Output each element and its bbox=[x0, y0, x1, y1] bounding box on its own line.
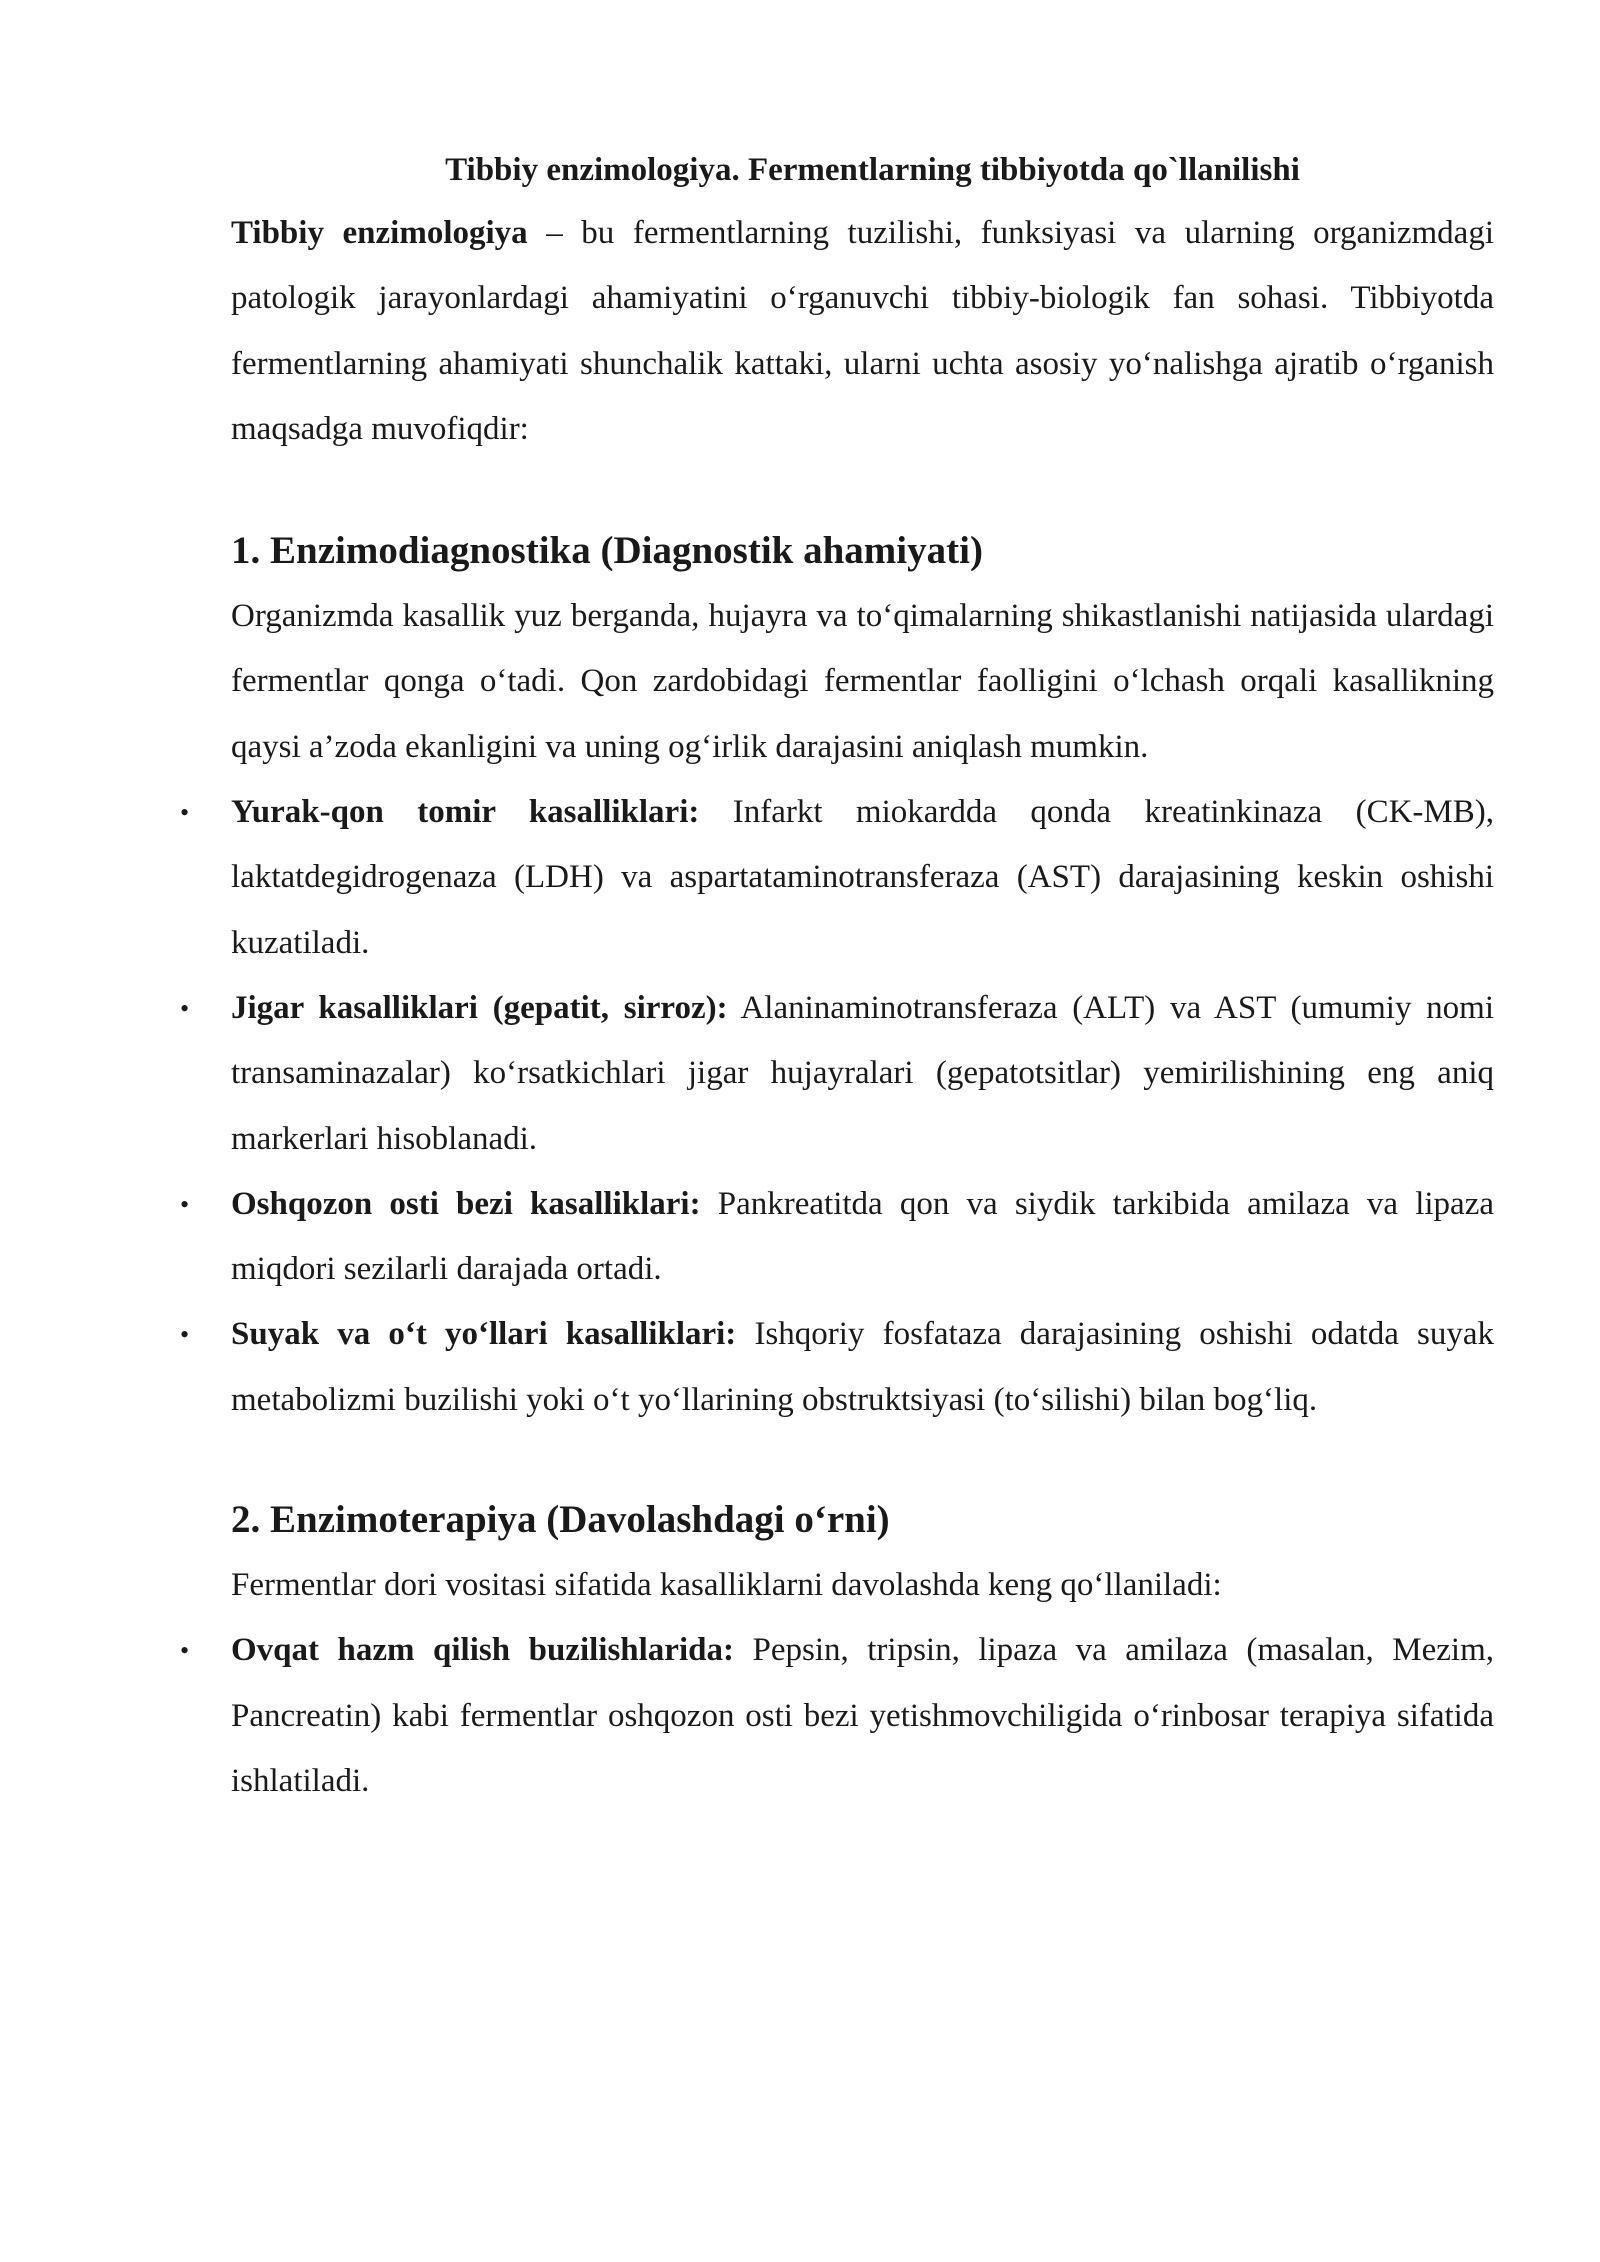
list-item-term: Oshqozon osti bezi kasalliklari: bbox=[231, 1185, 701, 1222]
list-item-text: Alaninaminotransferaza (ALT) va AST (umumiy nomi transaminazalar) ko‘rsatkichlari jigar hujayralari (gepatotsitlar) yemirilishining eng aniq markerlari hisoblanadi. bbox=[231, 989, 1494, 1157]
document-title: Tibbiy enzimologiya. Fermentlarning tibbiyotda qo`llanilishi bbox=[445, 152, 1300, 188]
list-item bbox=[180, 780, 1494, 976]
section-intro-diagnostics: Organizmda kasallik yuz berganda, hujayra va to‘qimalarning shikastlanishi natijasida ulardagi fermentlar qonga o‘tadi. Qon zardobidagi fermentlar faolligini o‘lchash orqali kasallikning qaysi a’zoda ekanligini va uning og‘irlik darajasini aniqlash mumkin. bbox=[231, 598, 1494, 765]
bullet-glyph: • bbox=[180, 1320, 190, 1350]
list-item-term: Ovqat hazm qilish buzilishlarida: bbox=[231, 1632, 734, 1669]
list-item bbox=[180, 1618, 1494, 1814]
intro-paragraph bbox=[231, 201, 1494, 462]
bullet-glyph: • bbox=[180, 1636, 190, 1666]
intro-text: – bu fermentlarning tuzilishi, funksiyasi va ularning organizmdagi patologik jarayonlardagi ahamiyatini o‘rganuvchi tibbiy-biologik fan sohasi. Tibbiyotda fermentlarning ahamiyati shunchalik kattaki, ularni uchta asosiy yo‘nalishga ajratib o‘rganish maqsadga muvofiqdir: bbox=[231, 215, 1494, 447]
section-heading-therapy: 2. Enzimoterapiya (Davolashdagi o‘rni) bbox=[231, 1498, 890, 1542]
list-item-term: Yurak-qon tomir kasalliklari: bbox=[231, 794, 700, 831]
intro-term: Tibbiy enzimologiya bbox=[231, 215, 528, 251]
bullet-glyph: • bbox=[180, 993, 190, 1023]
list-item-text: Pepsin, tripsin, lipaza va amilaza (masalan, Mezim, Pancreatin) kabi fermentlar oshqozon osti bezi yetishmovchiligida o‘rinbosar terapiya sifatida ishlatiladi. bbox=[231, 1632, 1494, 1799]
list-item bbox=[180, 1302, 1494, 1433]
list-item-term: Jigar kasalliklari (gepatit, sirroz): bbox=[231, 989, 728, 1026]
document-page bbox=[180, 150, 1494, 1814]
list-item-text: Infarkt miokardda qonda kreatinkinaza (CK-MB), laktatdegidrogenaza (LDH) va aspartataminotransferaza (AST) darajasining keskin oshishi kuzatiladi. bbox=[231, 794, 1494, 961]
therapy-list bbox=[180, 1618, 1494, 1814]
list-item-text: Ishqoriy fosfataza darajasining oshishi odatda suyak metabolizmi buzilishi yoki o‘t yo‘llarining obstruktsiyasi (to‘silishi) bilan bog‘liq. bbox=[231, 1316, 1494, 1418]
list-item bbox=[180, 1172, 1494, 1303]
list-item-term: Suyak va o‘t yo‘llari kasalliklari: bbox=[231, 1316, 737, 1353]
section-heading-diagnostics: 1. Enzimodiagnostika (Diagnostik ahamiyati) bbox=[231, 529, 983, 573]
list-item bbox=[180, 976, 1494, 1172]
list-item-text: Pankreatitda qon va siydik tarkibida amilaza va lipaza miqdori sezilarli darajada ortadi. bbox=[231, 1185, 1494, 1288]
section-intro-therapy: Fermentlar dori vositasi sifatida kasalliklarni davolashda keng qo‘llaniladi: bbox=[231, 1567, 1222, 1604]
bullet-glyph: • bbox=[180, 798, 190, 828]
diagnostics-list bbox=[180, 780, 1494, 1433]
bullet-glyph: • bbox=[180, 1189, 190, 1219]
